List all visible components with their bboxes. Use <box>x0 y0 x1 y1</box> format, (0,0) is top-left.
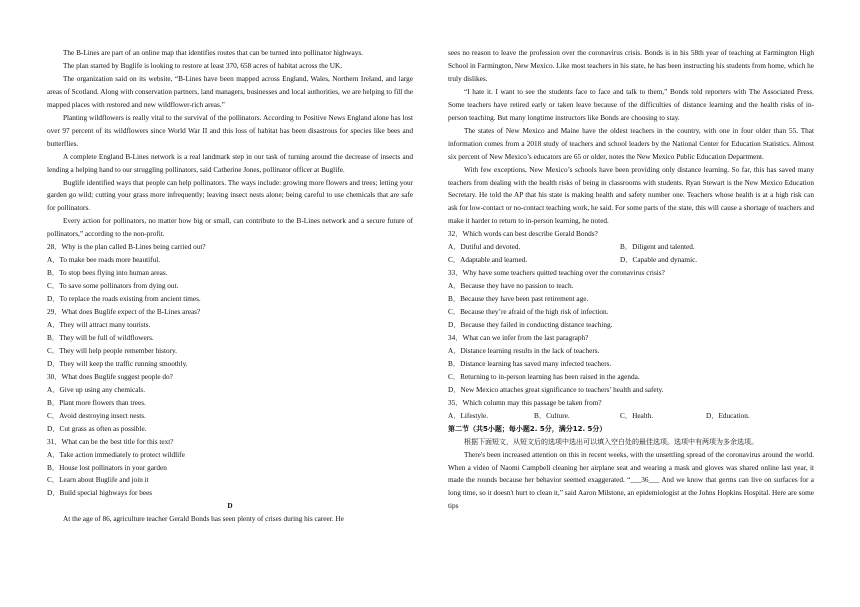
paragraph: Buglife identified ways that people can help pollinators. The ways include: growing more flowers and trees; letting your garden go wild; cutting your grass more infrequently; leaving insect nests alone; being careful to use chemicals that are safe for pollinators. <box>47 178 413 213</box>
question-35: 35．Which column may this passage be taken from? <box>448 398 602 407</box>
option: B．Because they have been past retirement age. <box>448 295 589 304</box>
option: C．Learn about Buglife and join it <box>47 476 149 485</box>
paragraph: sees no reason to leave the profession over the coronavirus crisis. Bonds is in his 58th year of teaching at Farmington High School in Farmington, New Mexico. Like most teachers in his state, he has been instructing his students from home, which he truly dislikes. <box>448 49 814 83</box>
blank-36: ___36___ <box>630 476 660 485</box>
option: B．Diligent and talented. <box>620 243 695 252</box>
option: A．Distance learning results in the lack of teachers. <box>448 346 600 355</box>
option: A．Dutiful and devoted. <box>448 243 521 252</box>
paragraph: The B-Lines are part of an online map that identifies routes that can be turned into pollinator highways. <box>63 49 363 57</box>
paragraph: A complete England B-Lines network is a real landmark step in our task of turning around the decrease of insects and lending a helping hand to our struggling pollinators, said Catherine Jones, pollinator officer at Buglife. <box>47 152 413 174</box>
question-29: 29．What does Buglife expect of the B-Lines areas? <box>47 308 201 317</box>
option: A．Because they have no passion to teach. <box>448 282 574 291</box>
option-row <box>448 241 814 254</box>
option: A．Take action immediately to protect wildlife <box>47 450 185 459</box>
option: B．Culture. <box>534 411 570 420</box>
option: B．They will be full of wildflowers. <box>47 333 154 342</box>
passage-text: There's been increased attention on this in recent weeks, with the unsettling spread of the coronavirus around the world. When a video of Naomi Campbell cleaning her airplane seat and wearing a mask and gloves was shared online last year, it made the rounds because her behavior seemed exaggerated. “ <box>448 450 814 485</box>
section-heading: 第二节（共5小题；每小题2. 5分，满分12. 5分） <box>448 424 607 433</box>
section-heading-d: D <box>227 502 233 511</box>
option: D．Education. <box>706 411 750 420</box>
paragraph: Every action for pollinators, no matter how big or small, can contribute to the B-Lines network and a secure future of pollinators,” according to the non-profit. <box>47 217 413 239</box>
paragraph: At the age of 86, agriculture teacher Gerald Bonds has seen plenty of crises during his career. He <box>63 515 344 524</box>
option-row <box>448 254 814 267</box>
option: A．To make bee roads more beautiful. <box>47 256 161 265</box>
option: C．To save some pollinators from dying out. <box>47 282 179 291</box>
paragraph: With few exceptions, New Mexico’s schools have been providing only distance learning. So far, this has saved many teachers from dealing with the health risks of being in classrooms with students. Ryan Stewart is the New Mexico Education Secretary. He told the AP that his state is making health and safety number one. Teachers whose health is at a high risk can ask for low-contact or no-contact teaching work, he said. For some parts of the state, this will cause a shortage of teachers and make it harder to return to in-person learning, he noted. <box>448 165 814 226</box>
option: A．They will attract many tourists. <box>47 321 151 330</box>
option: C．Adaptable and learned. <box>448 256 528 265</box>
option: D．To replace the roads existing from ancient times. <box>47 295 201 304</box>
option: D．Cut grass as often as possible. <box>47 424 147 433</box>
paragraph: The plan started by Buglife is looking to restore at least 370, 658 acres of habitat across the UK. <box>63 61 343 70</box>
option: D．Capable and dynamic. <box>620 256 698 265</box>
question-31: 31．What can be the best title for this text? <box>47 437 174 446</box>
paragraph: “I hate it. I want to see the students face to face and talk to them,” Bonds told reporters with The Associated Press. Some teachers have retired early or taken leave because of the difficulties of distance learning and the health risks of in-person teaching. But many longtime instructors like Bonds are choosing to stay. <box>448 87 814 122</box>
option: A．Lifestyle. <box>448 411 489 420</box>
option: A．Give up using any chemicals. <box>47 385 146 394</box>
option: C．They will help people remember history. <box>47 346 177 355</box>
paragraph: The organization said on its website, “B-Lines have been mapped across England, Wales, Northern Ireland, and large areas of Scotland. Along with conservation partners, land managers, businesses and local authorities, we are helping to fill the mapped places with restored and new wildflower-rich areas.” <box>47 74 413 109</box>
question-33: 33．Why have some teachers quitted teaching over the coronavirus crisis? <box>448 269 665 278</box>
question-32: 32．Which words can best describe Gerald Bonds? <box>448 230 598 239</box>
question-34: 34．What can we infer from the last paragraph? <box>448 333 589 342</box>
paragraph <box>448 449 814 514</box>
option: C．Health. <box>620 411 654 420</box>
option: D．They will keep the traffic running smoothly. <box>47 359 188 368</box>
left-column <box>47 47 413 526</box>
question-28: 28．Why is the plan called B-Lines being carried out? <box>47 243 206 252</box>
paragraph: Planting wildflowers is really vital to the survival of the pollinators. According to Positive News England alone has lost over 97 percent of its wildflowers since World War II and this loss of habitat has been disastrous for species like bees and butterflies. <box>47 113 413 148</box>
option: D．New Mexico attaches great significance to teachers’ health and safety. <box>448 385 664 394</box>
question-30: 30．What does Buglife suggest people do? <box>47 372 173 381</box>
option: B．To stop bees flying into human areas. <box>47 269 168 278</box>
passage-text: And we know that germs can live on surfaces for a long time, so it doesn't hurt to clean it,” said Aaron Milstone, an epidemiologist at the Johns Hopkins Hospital. Here are some tips <box>448 476 814 511</box>
option: C．Because they’re afraid of the high risk of infection. <box>448 308 609 317</box>
option: B．Distance learning has saved many infected teachers. <box>448 359 612 368</box>
option: C．Returning to in-person learning has been raised in the agenda. <box>448 372 640 381</box>
option: B．Plant more flowers than trees. <box>47 398 146 407</box>
option-row <box>448 410 814 423</box>
option: D．Because they failed in conducting distance teaching. <box>448 321 613 330</box>
paragraph: The states of New Mexico and Maine have the oldest teachers in the country, with one in four older than 55. That information comes from a 2018 study of teachers and school leaders by the National Center for Education Statistics. Almost six percent of New Mexico’s educators are 65 or older, notes the New Mexico Public Education Department. <box>448 126 814 161</box>
right-column <box>448 47 814 513</box>
instruction: 根据下面短文，从短文后的选项中选出可以填入空白处的最佳选项。选项中有两项为多余选项。 <box>464 437 758 446</box>
option: D．Build special highways for bees <box>47 489 153 498</box>
option: C．Avoid destroying insect nests. <box>47 411 146 420</box>
option: B．House lost pollinators in your garden <box>47 463 167 472</box>
